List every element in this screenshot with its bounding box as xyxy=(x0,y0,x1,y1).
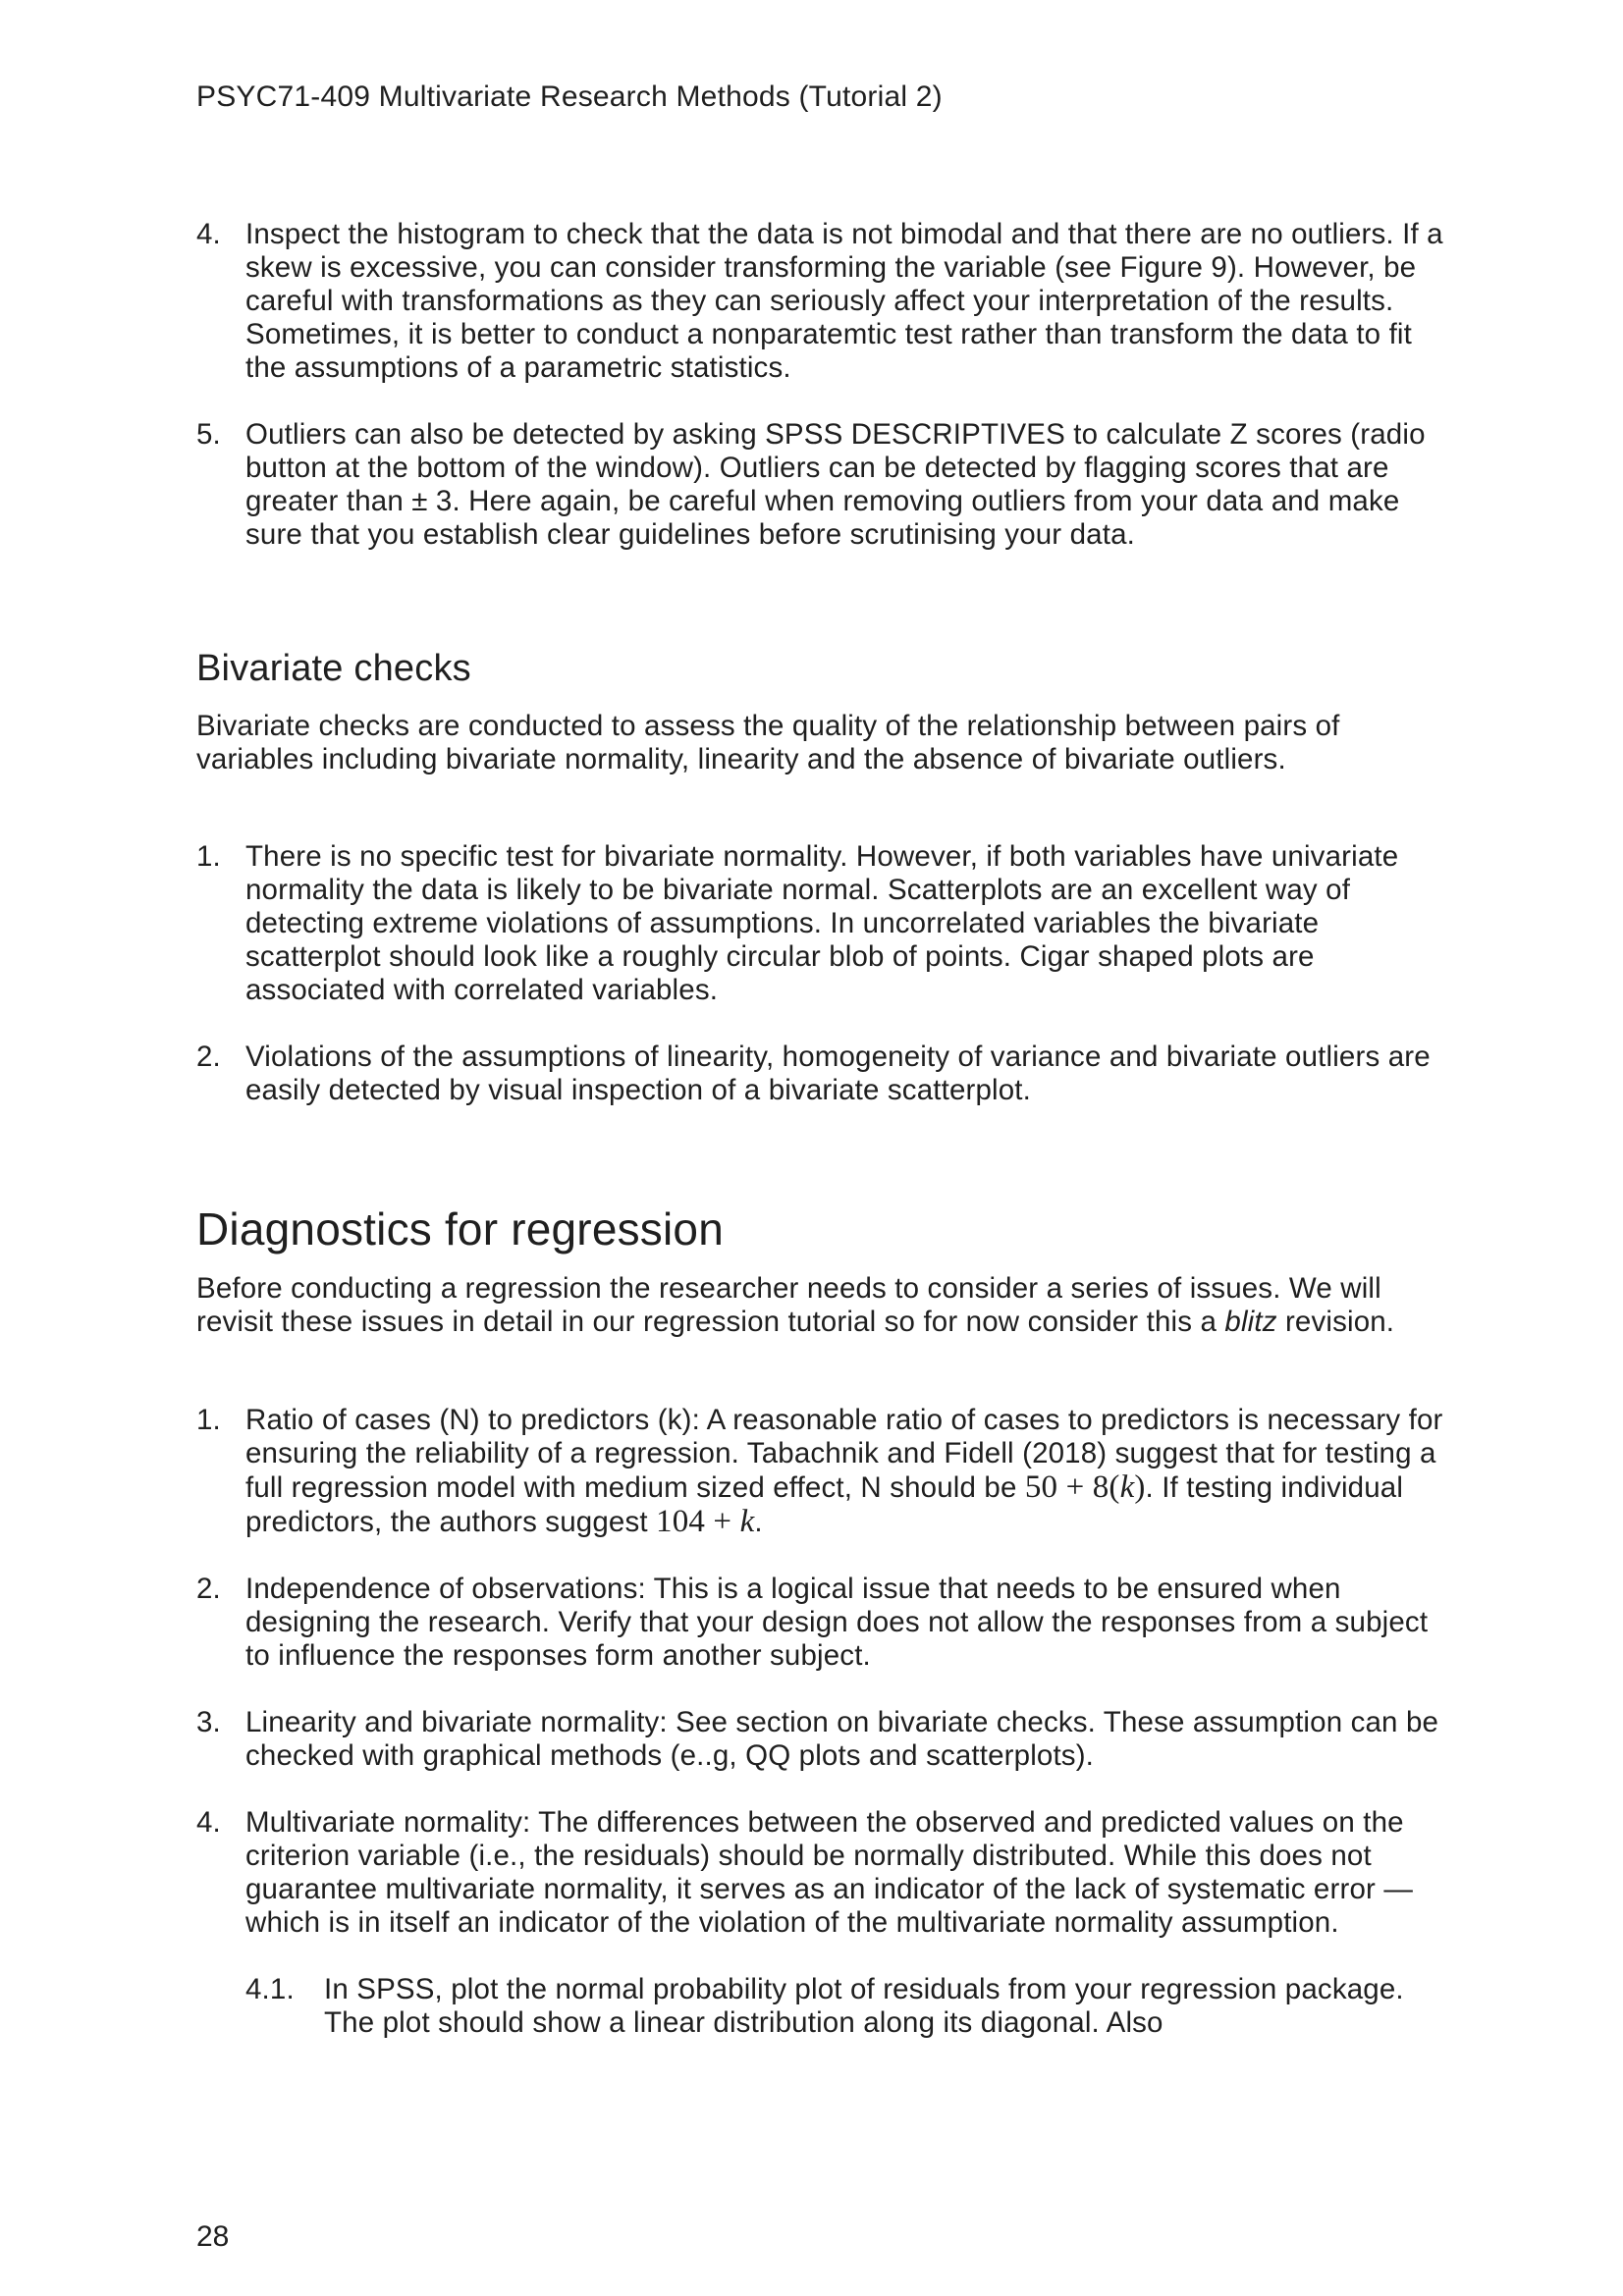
item-number: 4. xyxy=(196,1806,221,1839)
univariate-checks-list xyxy=(196,218,1443,552)
regression-intro: Before conducting a regression the researcher needs to consider a series of issues. We will revisit these issues in detail in our regression tutorial so for now consider this a blitz revision. xyxy=(196,1272,1395,1338)
item-text: Outliers can also be detected by asking SPSS DESCRIPTIVES to calculate Z scores (radio button at the bottom of the window). Outliers can be detected by flagging scores that are greater than ± 3. Here again, be careful when removing outliers from your data and make sure that you establish clear guidelines before scrutinising your data. xyxy=(245,418,1426,551)
item-number: 1. xyxy=(196,840,221,873)
list-item xyxy=(196,218,1443,385)
list-item xyxy=(196,1573,1443,1673)
emphasis-blitz: blitz xyxy=(1224,1306,1277,1338)
list-item xyxy=(196,1706,1443,1773)
bivariate-intro: Bivariate checks are conducted to assess the quality of the relationship between pairs of variables including bivariate normality, linearity and the absence of bivariate outliers. xyxy=(196,710,1340,775)
item-number: 4. xyxy=(196,218,221,250)
list-item xyxy=(196,418,1443,552)
item-number: 3. xyxy=(196,1706,221,1738)
formula-individual-predictors: 104 + k xyxy=(656,1504,755,1539)
item-text: Inspect the histogram to check that the data is not bimodal and that there are no outliers. If a skew is excessive, you can consider transforming the variable (see Figure 9). However, be careful with transformations as they can seriously affect your interpretation of the results. Sometimes, it is better to conduct a nonparatemtic test rather than transform the data to fit the assumptions of a parametric statistics. xyxy=(245,218,1443,384)
item-number: 2. xyxy=(196,1573,221,1605)
item-text: Violations of the assumptions of linearity, homogeneity of variance and bivariate outliers are easily detected by visual inspection of a bivariate scatterplot. xyxy=(245,1041,1431,1106)
page-number: 28 xyxy=(196,2220,230,2253)
running-header: PSYC71-409 Multivariate Research Methods (Tutorial 2) xyxy=(196,80,943,113)
list-item xyxy=(196,1041,1443,1107)
list-item xyxy=(196,1806,1443,1940)
item-number: 5. xyxy=(196,418,221,451)
formula-full-model: 50 + 8(k) xyxy=(1024,1469,1146,1505)
section-heading-regression: Diagnostics for regression xyxy=(196,1203,724,1255)
item-text: In SPSS, plot the normal probability plot of residuals from your regression package. The plot should show a linear distribution along its diagonal. Also xyxy=(324,1973,1404,2039)
item-text: Independence of observations: This is a logical issue that needs to be ensured when designing the research. Verify that your design does not allow the responses from a subject to influence the responses form another subject. xyxy=(245,1573,1429,1672)
list-subitem xyxy=(196,1973,1443,2040)
item-number: 1. xyxy=(196,1404,221,1436)
list-item xyxy=(196,840,1443,1007)
bivariate-checks-list xyxy=(196,840,1443,1107)
regression-diagnostics-list xyxy=(196,1404,1443,2040)
item-number: 2. xyxy=(196,1041,221,1073)
list-item: 1. Ratio of cases (N) to predictors (k): A reasonable ratio of cases to predictors is necessary for ensuring the reliability of a regression. Tabachnik and Fidell (2018) suggest that for testing a full regression model with medium sized effect, N should be 50 + 8(k). If testing individual predictors, the authors suggest 104 + k. xyxy=(196,1404,1443,1539)
item-number: 4.1. xyxy=(245,1973,295,2005)
item-text: Linearity and bivariate normality: See section on bivariate checks. These assumption can be checked with graphical methods (e..g, QQ plots and scatterplots). xyxy=(245,1706,1439,1772)
section-heading-bivariate: Bivariate checks xyxy=(196,648,471,689)
item-text: Multivariate normality: The differences between the observed and predicted values on the criterion variable (i.e., the residuals) should be normally distributed. While this does not guarantee multivariate normality, it serves as an indicator of the lack of systematic error — which is in itself an indicator of the violation of the multivariate normality assumption. xyxy=(245,1806,1413,1939)
item-text: There is no specific test for bivariate normality. However, if both variables have univariate normality the data is likely to be bivariate normal. Scatterplots are an excellent way of detecting extreme violations of assumptions. In uncorrelated variables the bivariate scatterplot should look like a roughly circular blob of points. Cigar shaped plots are associated with correlated variables. xyxy=(245,840,1399,1006)
